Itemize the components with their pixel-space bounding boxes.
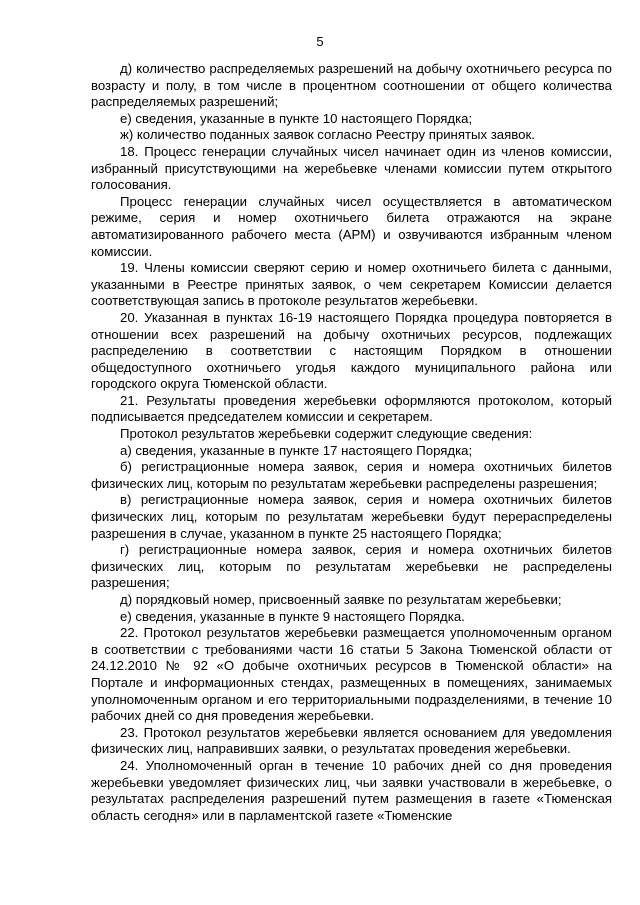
paragraph-protocol-intro: Протокол результатов жеребьевки содержит следующие сведения:	[120, 426, 533, 442]
paragraph-item-zh: ж) количество поданных заявок согласно Реестру принятых заявок.	[120, 127, 535, 143]
paragraph-protocol-item-v: в) регистрационные номера заявок, серия и номера охотничьих билетов физических лиц, которым по результатам жеребьевки будут перераспределены разрешения в случае, указанном в пункте 25 настоящего Порядка;	[91, 492, 612, 541]
paragraph-clause-24: 24. Уполномоченный орган в течение 10 рабочих дней со дня проведения жеребьевки уведомляет физических лиц, чьи заявки участвовали в жеребьевке, о результатах распределения разрешений путем размещения в газете «Тюменская область сегодня» или в парламентской газете «Тюменские	[91, 757, 612, 823]
paragraph-clause-21: 21. Результаты проведения жеребьевки оформляются протоколом, который подписывается председателем комиссии и секретарем.	[91, 392, 612, 425]
paragraph-protocol-item-b: б) регистрационные номера заявок, серия и номера охотничьих билетов физических лиц, которым по результатам жеребьевки распределены разрешения;	[91, 459, 612, 491]
paragraph-clause-22: 22. Протокол результатов жеребьевки размещается уполномоченным органом в соответствии с требованиями части 16 статьи 5 Закона Тюменской области от 24.12.2010 № 92 «О добыче охотничьих ресурсов в Тюменской области» на Портале и информационных стендах, размещенных в помещениях, занимаемых уполномоченным органом и его территориальными подразделениями, в течение 10 рабочих дней со дня проведения жеребьевки.	[91, 625, 612, 724]
paragraph-item-d: д) количество распределяемых разрешений на добычу охотничьего ресурса по возрасту и полу, в том числе в процентном соотношении от общего количества распределяемых разрешений;	[91, 61, 612, 110]
page-number: 5	[316, 34, 324, 49]
paragraph-clause-19: 19. Члены комиссии сверяют серию и номер охотничьего билета с данными, указанными в Реестре принятых заявок, о чем секретарем Комиссии делается соответствующая запись в протоколе результатов жеребьевки.	[91, 260, 612, 309]
paragraph-clause-20: 20. Указанная в пунктах 16-19 настоящего Порядка процедура повторяется в отношении всех разрешений на добычу охотничьих ресурсов, подлежащих распределению в соответствии с настоящим Порядком в отношении общедоступного охотничьего угодья каждого муниципального района или городского округа Тюменской области.	[91, 309, 612, 392]
paragraph-protocol-item-a: а) сведения, указанные в пункте 17 настоящего Порядка;	[120, 442, 473, 458]
paragraph-clause-23: 23. Протокол результатов жеребьевки является основанием для уведомления физических лиц, направивших заявки, о результатах проведения жеребьевки.	[91, 724, 612, 757]
document-body	[91, 61, 612, 824]
paragraph-protocol-item-g: г) регистрационные номера заявок, серия и номера охотничьих билетов физических лиц, которым по результатам жеребьевки не распределены разрешения;	[91, 542, 612, 591]
paragraph-clause-18: 18. Процесс генерации случайных чисел начинает один из членов комиссии, избранный присутствующими на жеребьевке членами комиссии путем открытого голосования.	[91, 143, 612, 193]
paragraph-item-e: е) сведения, указанные в пункте 10 настоящего Порядка;	[120, 110, 473, 126]
paragraph-clause-18-cont: Процесс генерации случайных чисел осуществляется в автоматическом режиме, серия и номер охотничьего билета отражаются на экране автоматизированного рабочего места (АРМ) и озвучиваются избранным членом комиссии.	[91, 193, 612, 259]
paragraph-protocol-item-e: е) сведения, указанные в пункте 9 настоящего Порядка.	[120, 608, 465, 624]
paragraph-protocol-item-d: д) порядковый номер, присвоенный заявке по результатам жеребьевки;	[120, 592, 562, 607]
